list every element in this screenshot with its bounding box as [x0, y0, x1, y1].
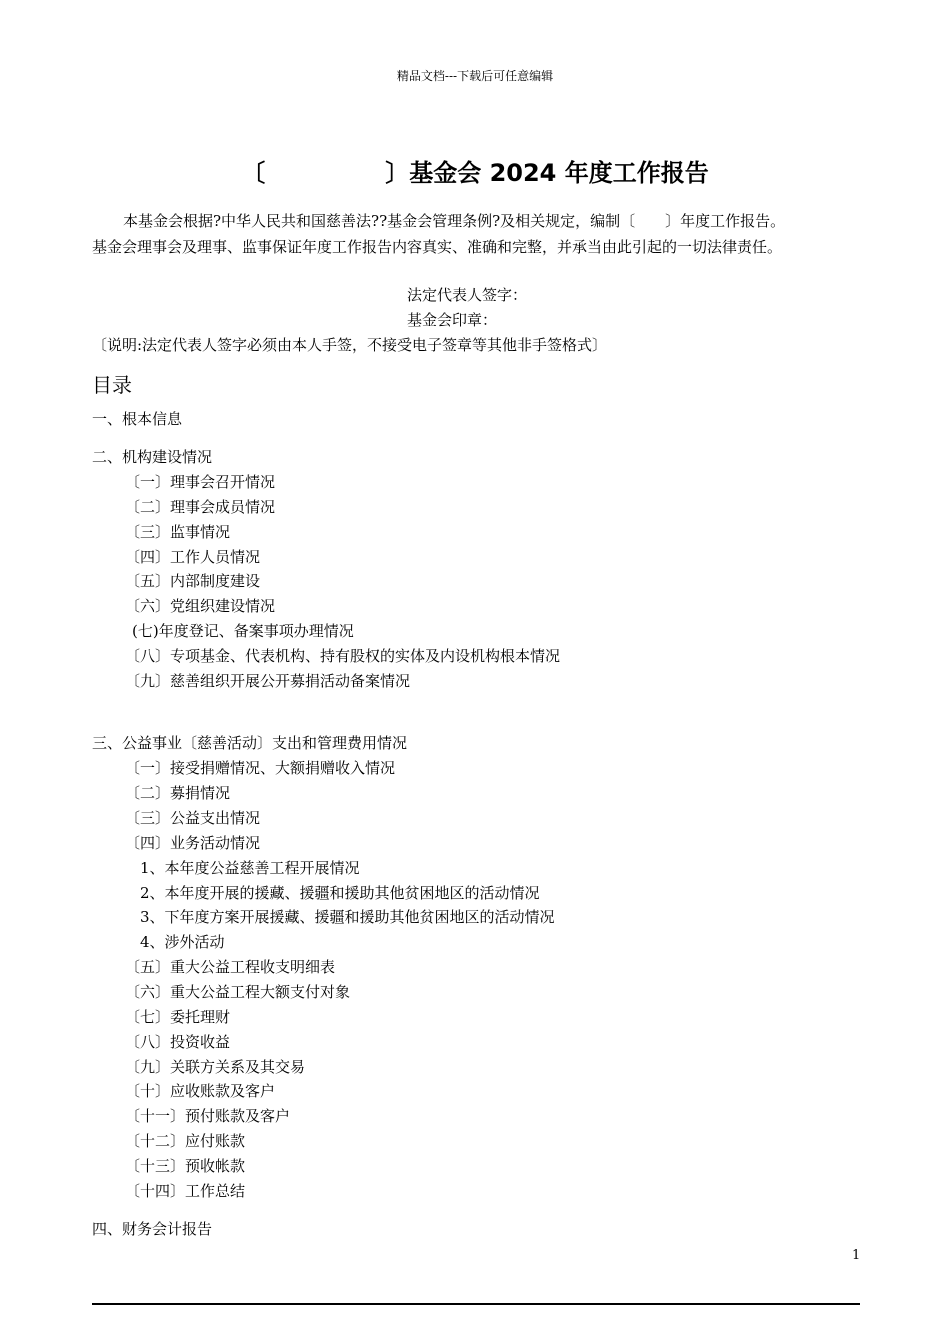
page-header: 精品文档---下载后可任意编辑	[396, 69, 554, 83]
toc-item: 〔七〕委托理财	[125, 1008, 231, 1026]
toc-subitem: 1、本年度公益慈善工程开展情况	[140, 859, 360, 877]
foundation-seal: 基金会印章：	[407, 311, 498, 329]
footer-rule	[92, 1303, 860, 1305]
toc-item: 〔八〕投资收益	[125, 1033, 231, 1051]
toc-item: 〔十四〕工作总结	[125, 1182, 246, 1200]
toc-subitem: 4、涉外活动	[140, 933, 225, 951]
toc-item: 〔三〕公益支出情况	[125, 809, 261, 827]
toc-item: 〔五〕内部制度建设	[125, 572, 261, 590]
toc-item: 〔四〕工作人员情况	[125, 548, 261, 566]
toc-title: 目录	[92, 373, 132, 397]
intro-paragraph	[92, 208, 868, 260]
toc-item: 〔九〕关联方关系及其交易	[125, 1058, 306, 1076]
document-title: 〔 〕基金会 2024 年度工作报告	[241, 159, 709, 187]
page-number: 1	[852, 1248, 861, 1263]
toc-item: 〔二〕理事会成员情况	[125, 498, 276, 516]
toc-section-1: 一、根本信息	[92, 410, 183, 428]
legal-rep-signature: 法定代表人签字：	[407, 286, 528, 304]
toc-item: 〔一〕理事会召开情况	[125, 473, 276, 491]
toc-section-2: 二、机构建设情况	[92, 448, 213, 466]
toc-item: (七)年度登记、备案事项办理情况	[132, 622, 354, 640]
signature-note: 〔说明:法定代表人签字必须由本人手签，不接受电子签章等其他非手签格式〕	[92, 336, 608, 354]
toc-item: 〔二〕募捐情况	[125, 784, 231, 802]
toc-item: 〔六〕重大公益工程大额支付对象	[125, 983, 351, 1001]
toc-item: 〔十〕应收账款及客户	[125, 1082, 276, 1100]
toc-item: 〔六〕党组织建设情况	[125, 597, 276, 615]
toc-item: 〔八〕专项基金、代表机构、持有股权的实体及内设机构根本情况	[125, 647, 561, 665]
toc-subitem: 3、下年度方案开展援藏、援疆和援助其他贫困地区的活动情况	[140, 908, 555, 926]
toc-item: 〔九〕慈善组织开展公开募捐活动备案情况	[125, 672, 411, 690]
toc-item: 〔十一〕预付账款及客户	[125, 1107, 291, 1125]
toc-item: 〔十三〕预收帐款	[125, 1157, 246, 1175]
toc-subitem: 2、本年度开展的援藏、援疆和援助其他贫困地区的活动情况	[140, 884, 540, 902]
toc-item: 〔三〕监事情况	[125, 523, 231, 541]
intro-line-1: 本基金会根据?中华人民共和国慈善法??基金会管理条例?及相关规定，编制〔 〕年度工作报告。	[123, 212, 786, 230]
intro-line-2: 基金会理事会及理事、监事保证年度工作报告内容真实、准确和完整，并承当由此引起的一切法律责任。	[92, 238, 783, 256]
toc-item: 〔五〕重大公益工程收支明细表	[125, 958, 336, 976]
toc-section-3: 三、公益事业〔慈善活动〕支出和管理费用情况	[92, 734, 408, 752]
toc-section-4: 四、财务会计报告	[92, 1220, 213, 1238]
toc-item: 〔四〕业务活动情况	[125, 834, 261, 852]
toc-item: 〔一〕接受捐赠情况、大额捐赠收入情况	[125, 759, 396, 777]
toc-item: 〔十二〕应付账款	[125, 1132, 246, 1150]
